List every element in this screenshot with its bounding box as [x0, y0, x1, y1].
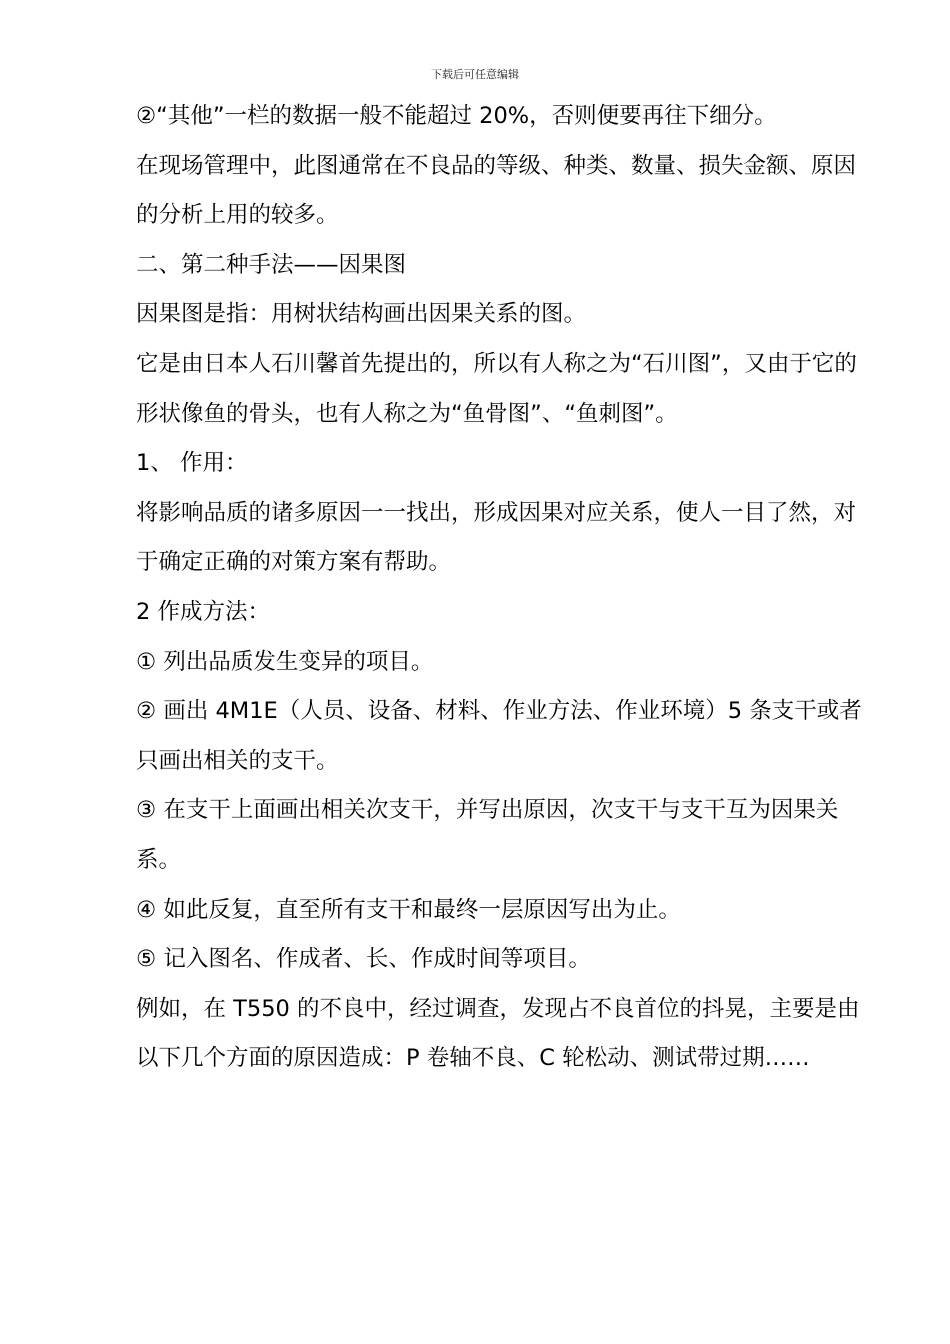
paragraph-example: 例如，在 T550 的不良中，经过调查，发现占不良首位的抖晃，主要是由以下几个方面的原因造成：P 卷轴不良、C 轮松动、测试带过期…… — [136, 995, 860, 1072]
paragraph-purpose: 将影响品质的诸多原因一一找出，形成因果对应关系，使人一目了然，对于确定正确的对策方案有帮助。 — [136, 499, 857, 576]
list-item-step-2: ② 画出 4M1E（人员、设备、材料、作业方法、作业环境）5 条支干或者只画出相关的支干。 — [136, 698, 862, 774]
list-item-step-1: ① 列出品质发生变异的项目。 — [136, 648, 434, 675]
paragraph-other-column: ②“其他”一栏的数据一般不能超过 20%，否则便要再往下细分。 — [136, 103, 777, 129]
subheading-method: 2 作成方法： — [136, 598, 270, 625]
paragraph-definition: 因果图是指：用树状结构画出因果关系的图。 — [136, 301, 587, 328]
subheading-purpose: 1、 作用： — [136, 450, 248, 477]
paragraph-field-management: 在现场管理中，此图通常在不良品的等级、种类、数量、损失金额、原因的分析上用的较多。 — [136, 152, 857, 229]
list-item-step-4: ④ 如此反复，直至所有支干和最终一层原因写出为止。 — [136, 896, 681, 923]
document-body — [136, 92, 866, 1084]
list-item-step-5: ⑤ 记入图名、作成者、长、作成时间等项目。 — [136, 946, 591, 973]
paragraph-ishikawa-origin: 它是由日本人石川馨首先提出的，所以有人称之为“石川图”，又由于它的形状像鱼的骨头，也有人称之为“鱼骨图”、“鱼刺图”。 — [136, 350, 857, 427]
list-item-step-3: ③ 在支干上面画出相关次支干，并写出原因，次支干与支干互为因果关系。 — [136, 797, 839, 873]
page-header: 下载后可任意编辑 — [431, 68, 519, 81]
section-heading-cause-effect: 二、第二种手法——因果图 — [136, 251, 407, 278]
